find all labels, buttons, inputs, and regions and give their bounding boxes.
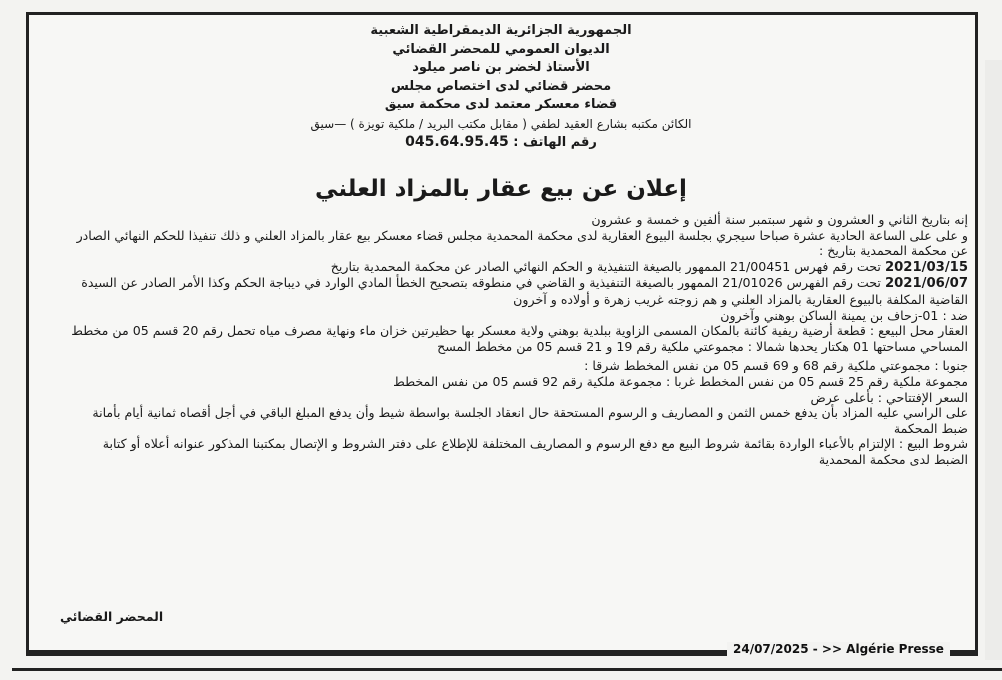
- judgment-date-2: 2021/06/07: [884, 276, 968, 292]
- phone-label: رقم الهاتف :: [513, 134, 597, 150]
- signature: المحضر القضائي: [60, 609, 164, 624]
- header-phone: [0, 133, 1002, 152]
- header-line-name: الأستاذ لخضر بن ناصر ميلود: [412, 60, 590, 75]
- body-paragraph-bounds: مجموعة ملكية رقم 25 قسم 05 من نفس المخطط غربا : مجموعة ملكية رقم 92 قسم 05 من نفس المخطط: [393, 373, 968, 389]
- phone-number: 045.64.95.45: [405, 133, 509, 150]
- body-paragraph-conditions: شروط البيع : الإلتزام بالأعباء الواردة بقائمة شروط البيع مع دفع الرسوم و المصاريف المختلفة للإطلاع على دفتر الشروط و الإتصال بمكتبنا المذكور عنوانه أعلاه أو كتابة الضبط لدى محكمة المحمدية: [102, 436, 968, 467]
- body-paragraph-property: العقار محل البيعع : قطعة أرضية ريفية كائنة بالمكان المسمى الزاوية ببلدية بوهني ولاية معسكر بها حظيرتين خزان ماء ونهاية مصرف مياه تحمل رقم 20 قسم 05 من مخطط المساحي مساحتها 01 هكتار يحدها شمالا : مجموعتي ملكية رقم 19 و 21 قسم 05 من مخطط المسح: [71, 323, 968, 354]
- judgment-date-1: 2021/03/15: [884, 259, 968, 275]
- body-paragraph-price: السعر الإفتتاحي : بأعلى عرض: [810, 389, 968, 405]
- announcement-body: [70, 212, 968, 468]
- header-line-jurisdiction: محضر قضائي لدى اختصاص مجلس: [390, 78, 612, 94]
- judgment-text-2: تحت رقم الفهرس 21/01026 الممهور بالصيغة التنفيذية و القاضي في منطوقه بتصحيح الخطأ المادي الوارد في ديباجة الحكم وكذا الأمر الصادر عن السيدة القاضية المكلفة بالبيوع العقارية بالمزاد العلني و هم زوجته غريب زهرة و أولاده و آخرون: [81, 275, 968, 307]
- letterhead: [0, 22, 1002, 152]
- body-paragraph-against: ضد : 01-زحاف بن يمينة الساكن بوهني وآخرون: [720, 307, 968, 323]
- footer-source: 24/07/2025 - >> Algérie Presse: [727, 642, 950, 656]
- body-paragraph-judgment-1: [70, 259, 968, 276]
- body-paragraph-session: و على على الساعة الحادية عشرة صباحا سيجري بجلسة البيوع العقارية لدى محكمة المحمدية مجلس قضاء معسكر بيع عقار بالمزاد العلني و ذلك تنفيذا للحكم النهائي الصادر عن محكمة المحمدية بتاريخ :: [76, 227, 968, 259]
- body-paragraph-payment: على الراسي عليه المزاد بأن يدفع خمس الثمن و المصاريف و الرسوم المستحقة حال انعقاد الجلسة بواسطة شيط وأن يدفع المبلغ الباقي في أجل أقصاه ثمانية أيام بأمانة ضبط المحكمة: [92, 405, 968, 436]
- header-line-court: قضاء معسكر معتمد لدى محكمة سيق: [384, 97, 618, 112]
- body-paragraph-date: إنه بتاريخ الثاني و العشرون و شهر سبتمبر سنة ألفين و خمسة و عشرون: [591, 212, 968, 227]
- bottom-rule: [12, 668, 1002, 671]
- judgment-text-1: تحت رقم فهرس 21/00451 الممهور بالصيغة التنفيذية و الحكم النهائي الصادر عن محكمة المحمدية بتاريخ: [330, 258, 881, 274]
- header-line-republic: الجمهورية الجزائرية الديمقراطية الشعبية: [370, 23, 632, 38]
- page-title: إعلان عن بيع عقار بالمزاد العلني: [315, 176, 687, 202]
- body-paragraph-south: جنوبا : مجموعتي ملكية رقم 68 و 69 قسم 05 من نفس المخطط شرقا :: [584, 358, 968, 374]
- body-paragraph-judgment-2: [70, 275, 968, 307]
- header-address: الكائن مكتبه بشارع العقيد لطفي ( مقابل مكتب البريد / ملكية تويزة ) —سيق: [310, 116, 692, 131]
- header-line-office: الديوان العمومي للمحضر القضائي: [392, 41, 610, 57]
